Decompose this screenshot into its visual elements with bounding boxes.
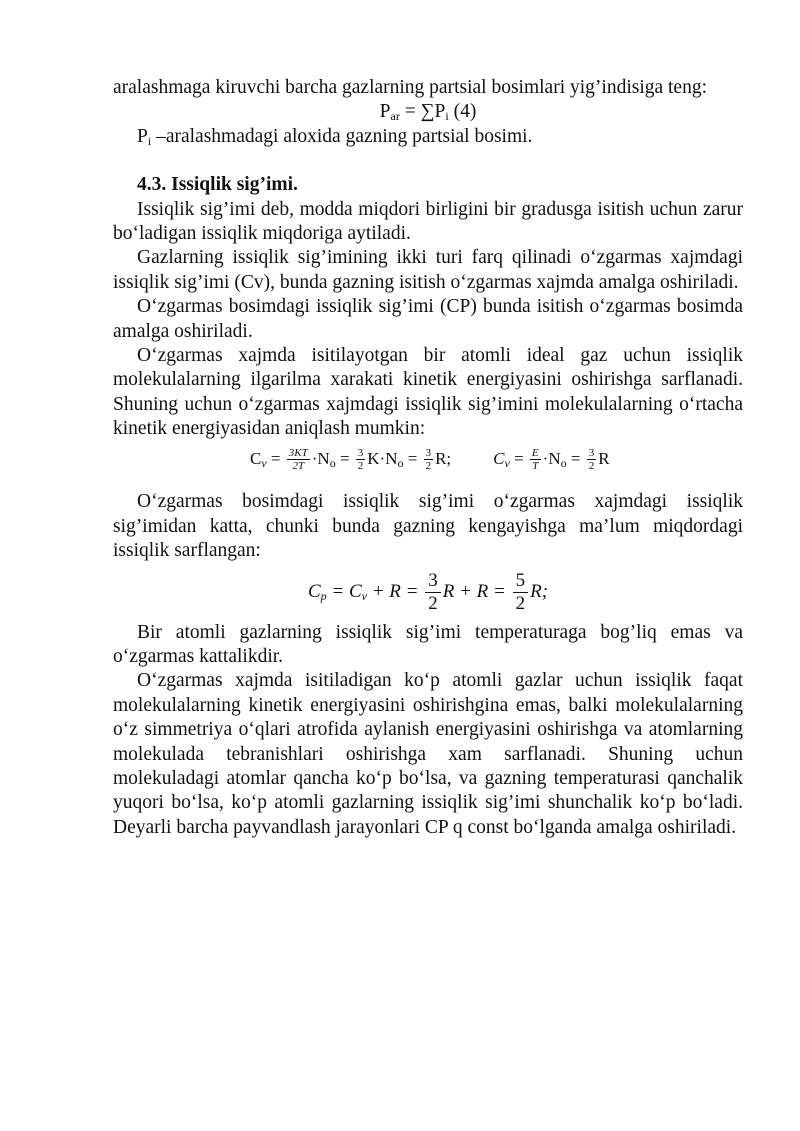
cv2-frac-2 — [587, 447, 597, 472]
paragraph-cp: O‘zgarmas bosimdagi issiqlik sig’imi o‘zgarmas xajmdagi issiqlik sig’imidan katta, chunki bunda gazning kengayishga ma’lum miqdordagi issiqlik sarflangan: — [113, 491, 743, 562]
paragraph-3: O‘zgarmas bosimdagi issiqlik sig’imi (CP) bunda isitish o‘zgarmas bosimda amalga oshiriladi. — [113, 296, 743, 342]
cv2-v-sub: v — [504, 455, 510, 470]
cv2-frac-1-num: E — [531, 447, 539, 460]
pi-symbol: P — [137, 125, 148, 147]
cv2-frac-1-den: T — [532, 460, 539, 473]
cp-frac-2-den: 2 — [515, 592, 526, 614]
paragraph-4: O‘zgarmas xajmda isitilayotgan bir atomli ideal gaz uchun issiqlik molekulalarning ilgarilma xarakati kinetik energiyasini oshirishga sarflanadi. Shuning uchun o‘zgarmas xajmdagi issiqlik sig’imini molekulalarning o‘rtacha kinetik energiyasidan aniqlash mumkin: — [113, 345, 743, 440]
paragraph-5: Bir atomli gazlarning issiqlik sig’imi temperaturaga bog’liq emas va o‘zgarmas kattalikdir. — [113, 621, 743, 667]
cp-c: C — [307, 580, 321, 602]
pi-text: –aralashmadagi aloxida gazning partsial bosimi. — [151, 125, 533, 147]
spacer-2 — [113, 472, 743, 490]
cv-frac-3-den: 2 — [425, 460, 432, 473]
spacer — [113, 149, 743, 173]
cp-frac-2-num: 5 — [513, 570, 529, 593]
cv2-frac-2-den: 2 — [588, 460, 595, 473]
cv-eq-3: = — [403, 448, 422, 468]
cv-v-sub: v — [261, 455, 267, 470]
cv2-r: R — [598, 448, 610, 468]
pi-definition — [113, 125, 743, 149]
formula-cv — [113, 446, 743, 473]
cv-eq: = — [266, 448, 285, 468]
cp-frac-1-num: 3 — [425, 570, 441, 593]
cp-v-sub: v — [361, 588, 367, 603]
eq4-lhs: P — [379, 101, 391, 123]
cp-mid: + R = — [366, 580, 424, 602]
paragraph-2: Gazlarning issiqlik sig’imining ikki turi farq qilinadi o‘zgarmas xajmdagi issiqlik sig’imi (Cv), bunda gazning isitish o‘zgarmas xajmda amalga oshiriladi. — [113, 247, 743, 293]
formula-cp — [113, 570, 743, 615]
cp-eq: = — [326, 580, 349, 602]
document-page — [113, 76, 743, 840]
cv2-o-sub: o — [560, 455, 567, 470]
cv2-eq-2: = — [566, 448, 585, 468]
cv-dot-n: ·N — [311, 448, 330, 468]
cv2-eq: = — [509, 448, 528, 468]
eq4-rhs-sub: i — [445, 109, 449, 124]
intro-paragraph: aralashmaga kiruvchi barcha gazlarning partsial bosimlari yig’indisiga teng: — [113, 77, 708, 98]
equation-4 — [113, 100, 743, 124]
cv-frac-2 — [356, 447, 366, 472]
paragraph-6: O‘zgarmas xajmda isitiladigan ko‘p atomli gazlar uchun issiqlik faqat molekulalarning kinetik energiyasini oshirishgina emas, balki molekulalarning o‘z simmetriya o‘qlari atrofida aylanish energiyasini oshirishga va atomlarning molekulada tebranishlari oshirishga xam sarflanadi. Shuning uchun molekuladagi atomlar qancha ko‘p bo‘lsa, va gazning temperaturasi qanchalik yuqori bo‘lsa, ko‘p atomli gazlarning issiqlik sig’imi shunchalik ko‘p bo‘ladi. Deyarli barcha payvandlash jarayonlari CP q const bo‘lganda amalga oshiriladi. — [113, 670, 743, 838]
cp-p-sub: p — [320, 588, 327, 603]
cv-frac-1-den: 2T — [292, 460, 305, 473]
cv-frac-2-num: 3 — [357, 447, 364, 460]
cv-frac-3 — [424, 447, 434, 472]
cv2-frac-2-num: 3 — [588, 447, 595, 460]
cv-c: C — [250, 448, 262, 468]
cp-frac-1-den: 2 — [428, 592, 438, 614]
cv2-dot-n: ·N — [542, 448, 561, 468]
cv-o-sub: o — [329, 455, 336, 470]
cv2-frac-1 — [530, 447, 541, 472]
cv-k-n: K·N — [367, 448, 398, 468]
cp-frac-2 — [513, 570, 529, 615]
eq4-tail: (4) — [448, 101, 477, 123]
cv-eq-2: = — [335, 448, 354, 468]
pi-sub: i — [147, 133, 152, 148]
cp-frac-1 — [425, 570, 441, 615]
section-heading: 4.3. Issiqlik sig’imi. — [137, 174, 298, 196]
cv-frac-3-num: 3 — [425, 447, 432, 460]
eq4-lhs-sub: ar — [390, 109, 400, 124]
eq4-rhs: = ∑P — [399, 101, 446, 123]
paragraph-1: Issiqlik sig’imi deb, modda miqdori birligini bir gradusga isitish uchun zarur bo‘ladigan issiqlik miqdoriga aytiladi. — [113, 198, 743, 245]
cv-frac-2-den: 2 — [357, 460, 364, 473]
cv2-c: C — [493, 448, 505, 468]
cv-r-end: R; — [435, 448, 452, 468]
cv-frac-1-num: 3KT — [288, 447, 308, 460]
cv-frac-1 — [287, 447, 310, 472]
cp-end: R; — [530, 580, 549, 602]
cp-c-2: C — [348, 580, 362, 602]
cp-plus: R + R = — [442, 580, 511, 602]
cv-o-sub-2: o — [397, 455, 404, 470]
